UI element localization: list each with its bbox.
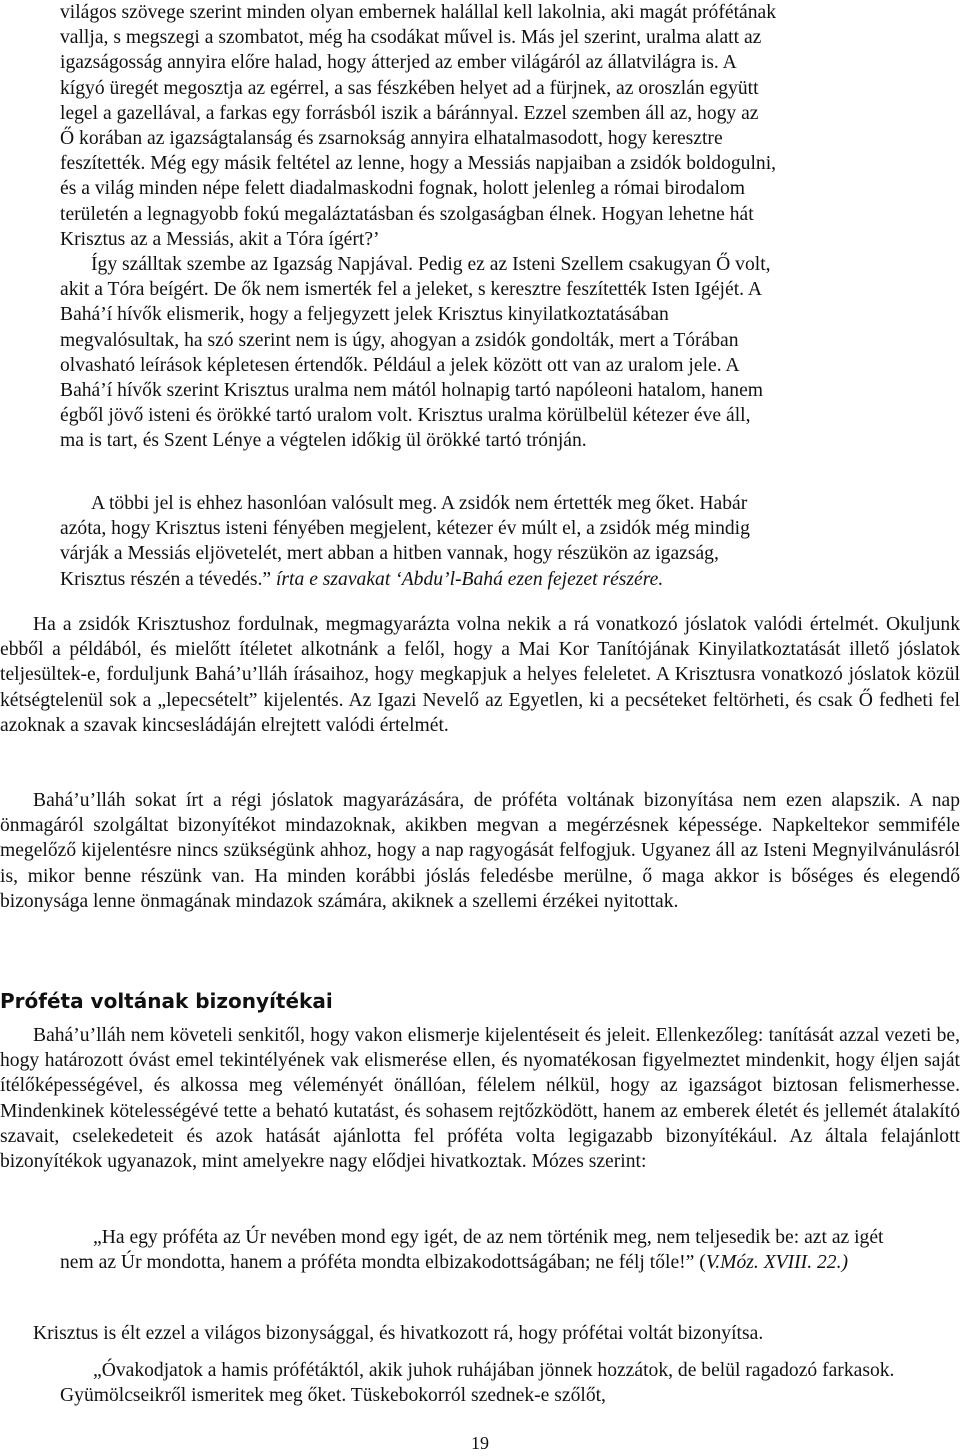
text-line: és a világ minden népe felett diadalmaskodni fognak, holott jelenleg a római birodalom [60,178,746,200]
text-line: égből jövő isteni és örökké tartó uralom volt. Krisztus uralma körülbelül kétezer éve áll, [60,405,751,427]
page-number: 19 [471,1433,489,1453]
block-quote-text: „Ha egy próféta az Úr nevében mond egy igét, de az nem történik meg, nem teljesedik be: azt az igét nem az Úr mondotta, hanem a próféta mondta elbizakodottságában; ne félj tőle!” ( [60,1227,884,1274]
paragraph: Ha a zsidók Krisztushoz fordulnak, megmagyarázta volna nekik a rá vonatkozó jóslatok valódi értelmét. Okuljunk ebből a példából, és mielőtt ítéletet alkotnánk a felől, hogy a Mai Kor Tanítójának Kinyilatkoztatását illető jóslatok teljesültek-e, forduljunk Bahá’u’lláh írásaihoz, hogy megkapjuk a helyes feleletet. A Krisztusra vonatkozó jóslatok közül kétségtelenül sok a „lepecsételt” kijelentés. Az Igazi Nevelő az Egyetlen, ki a pecséteket feltörheti, és csak Ő fedheti fel azoknak a szavak kincsesládáján elrejtett valódi értelmét. [0,614,960,736]
text-line: várják a Messiás eljövetelét, mert abban a hitben vannak, hogy részükön az igazság, [60,543,719,565]
text-line: ma is tart, és Szent Lénye a végtelen időkig ül örökké tartó trónján. [60,430,587,452]
text-line: megvalósultak, ha szó szerint nem is úgy, ahogyan a zsidók gondolták, mert a Tórában [60,329,739,351]
text-line: igazságosság annyira előre halad, hogy átterjed az ember világáról az állatvilágra is. A [60,52,737,74]
paragraph: Bahá’u’lláh sokat írt a régi jóslatok magyarázására, de próféta voltának bizonyítása nem ezen alapszik. A nap önmagáról szolgáltat bizonyítékot mindazoknak, akikben megvan a megérzésnek képessége. Napkeltekor semmiféle megelőző kijelentésre nincs szükségünk ahhoz, hogy a nap ragyogását felfogjuk. Ugyanez áll az Isteni Megnyilvánulásról is, mikor benne részünk van. Ha minden korábbi jóslás feledésbe merülne, ő maga akkor is bőséges és elegendő bizonysága lenne önmagának mindazok számára, akiknek a szellemi érzékei nyitottak. [0,790,960,912]
indented-line-text: Így szálltak szembe az Igazság Napjával. Pedig ez az Isteni Szellem csakugyan Ő volt, [91,254,771,276]
paragraph: Bahá’u’lláh nem követeli senkitől, hogy vakon elismerje kijelentéseit és jeleit. Ellenkezőleg: tanítását azzal vezeti be, hogy határozott óvást emel tekintélyének vak elismerése ellen, és nyomatékosan figyelmeztet mindenkit, hogy éljen saját ítélőképességével, és alkossa meg véleményét önállóan, félelem nélkül, hogy az igazságot biztosan felismerhesse. Mindenkinek kötelességévé tette a beható kutatást, és sohasem rejtőzködött, hanem az emberek életét és jellemét átalakító szavait, cselekedeteit és azok hatását ajánlotta fel próféta volta legigazabb bizonyítékául. Az általa felajánlott bizonyítékok ugyanazok, mint amelyekre nagy elődjei hivatkoztak. Mózes szerint: [0,1025,960,1173]
block-quote-citation: V.Móz. XVIII. 22.) [705,1252,849,1274]
text-line: legel a gazellával, a farkas egy forrásból iszik a báránnyal. Ezzel szemben áll az, hogy az [60,102,759,124]
text-line: világos szövege szerint minden olyan embernek halállal kell lakolnia, aki magát prófétának [60,2,777,23]
block-quote [60,1225,920,1275]
text-line: feszítették. Még egy másik feltétel az lenne, hogy a Messiás napjaiban a zsidók boldogulni, [60,153,777,175]
text-line: akit a Tóra beígért. De ők nem ismerték fel a jeleket, s keresztre feszítették Isten Igéjét. A [60,279,762,301]
text-line: Bahá’í hívők szerint Krisztus uralma nem mától holnapig tartó napóleoni hatalom, hanem [60,380,764,402]
text-line: kígyó üregét megosztja az egérrel, a sas fészkében helyet ad a fürjnek, az oroszlán együtt [60,77,759,99]
text-line: vallja, s megszegi a szombatot, még ha csodákat művel is. Más jel szerint, uralma alatt az [60,27,762,49]
text-line: olvasható leírások képletesen értendők. Például a jelek között ott van az uralom jele. A [60,354,740,376]
paragraph: Krisztus is élt ezzel a világos bizonysággal, és hivatkozott rá, hogy prófétai voltát bizonyítsa. [33,1323,764,1344]
text-line: Bahá’í hívők elismerik, hogy a feljegyzett jelek Krisztus kinyilatkoztatásában [60,304,669,326]
text-line: területén a legnagyobb fokú megaláztatásban és szolgaságban élnek. Hogyan lehetne hát [60,203,754,225]
quoted-section-top [60,0,930,454]
indented-line-text: A többi jel is ehhez hasonlóan valósult meg. A zsidók nem értették meg őket. Habár [91,493,748,514]
text-line: Krisztus az a Messiás, akit a Tóra ígért?’ [60,228,380,250]
quoted-section-end [60,491,930,592]
text-line [60,252,930,277]
text-line: azóta, hogy Krisztus isteni fényében megjelent, kétezer év múlt el, a zsidók még mindig [60,518,750,540]
text-line [60,491,930,516]
text-line: Ő korában az igazságtalanság és zsarnokság annyira elhatalmasodott, hogy keresztre [60,128,723,150]
block-quote: „Óvakodjatok a hamis prófétáktól, akik juhok ruhájában jönnek hozzátok, de belül ragadozó farkasok. Gyümölcseikről ismeritek meg őket. Tüskebokorról szednek-e szőlőt, [60,1360,895,1407]
attribution: írta e szavakat ‘Abdu’l-Bahá ezen fejezet részére. [275,568,664,590]
section-heading: Próféta voltának bizonyítékai [0,989,333,1013]
text-line [60,567,930,592]
quote-closing-text: Krisztus részén a tévedés.” [60,568,276,590]
